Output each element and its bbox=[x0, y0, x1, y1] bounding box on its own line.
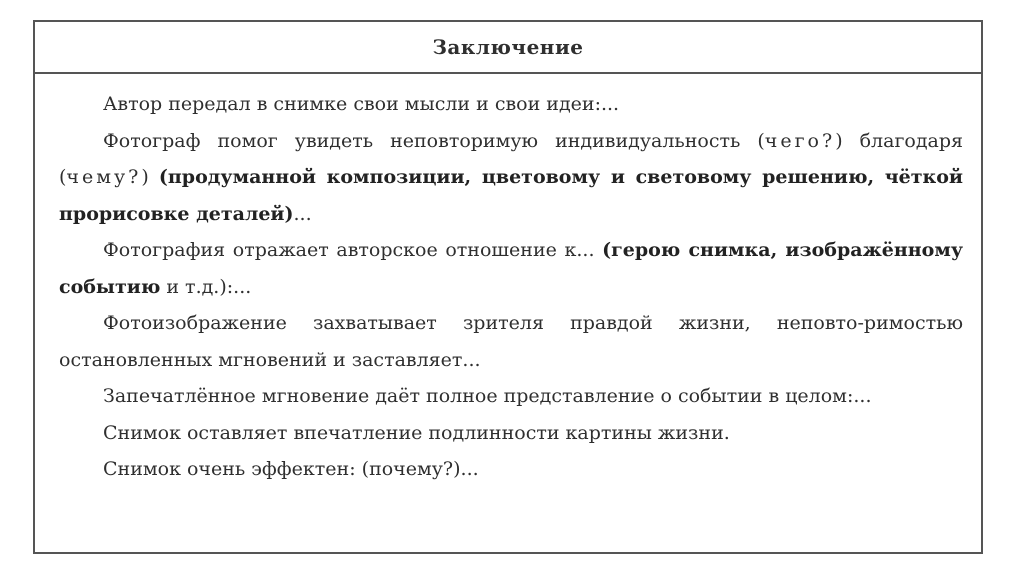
paragraph-text: Фотограф помог увидеть неповторимую индивидуальность ( bbox=[103, 129, 765, 152]
paragraph-author-attitude bbox=[59, 232, 963, 305]
paragraph-effective: Снимок очень эффектен: (почему?)... bbox=[103, 458, 479, 480]
paragraph-author-ideas: Автор передал в снимке свои мысли и свои идеи:... bbox=[103, 93, 620, 115]
question-word: чему? bbox=[66, 166, 142, 188]
question-word: чего? bbox=[764, 129, 836, 152]
paragraph-text: и т.д.):... bbox=[160, 275, 252, 298]
bold-phrase: (продуманной композиции, цветовому и световому решению, чёткой прорисовке деталей) bbox=[59, 166, 964, 225]
paragraph-text: Фотография отражает авторское отношение к... bbox=[103, 239, 603, 261]
paragraph-text: ) благодаря ( bbox=[59, 129, 964, 188]
paragraph-captured-moment: Запечатлённое мгновение даёт полное представление о событии в целом:... bbox=[103, 385, 872, 407]
paragraph-text: ... bbox=[293, 202, 312, 225]
paragraph-text: ) bbox=[141, 166, 159, 188]
conclusion-table bbox=[33, 20, 983, 554]
paragraph-authenticity: Снимок оставляет впечатление подлинности картины жизни. bbox=[103, 421, 730, 444]
table-body bbox=[35, 74, 981, 488]
paragraph-photographer-helped bbox=[59, 123, 963, 233]
table-header: Заключение bbox=[35, 22, 981, 74]
paragraph-captures-viewer: Фотоизображение захватывает зрителя правдой жизни, неповто-римостью остановленных мгновений и заставляет... bbox=[59, 312, 963, 371]
bold-phrase: (герою снимка, изображённому событию bbox=[59, 239, 963, 298]
